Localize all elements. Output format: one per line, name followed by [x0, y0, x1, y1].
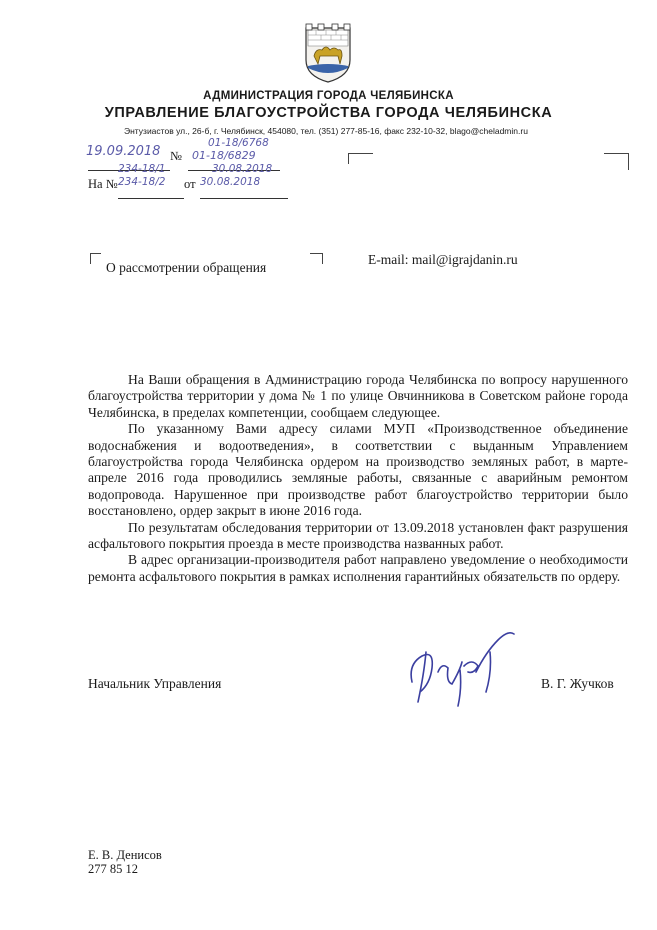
reference-number-label: На №	[88, 177, 118, 191]
reference-number-2: 234-18/2	[118, 176, 166, 188]
signatory-position: Начальник Управления	[88, 676, 222, 691]
executor-name: Е. В. Денисов	[88, 848, 162, 862]
outgoing-number-1: 01-18/6768	[208, 137, 269, 149]
paragraph-1: На Ваши обращения в Администрацию города Челябинска по вопросу нарушенного благоустройства территории у дома № 1 по улице Овчинникова в Советском районе города Челябинска, в пределах компетенции, сообщаем следующее.	[88, 372, 628, 420]
outgoing-date: 19.09.2018	[86, 144, 161, 159]
paragraph-2: По указанному Вами адресу силами МУП «Производственное объединение водоснабжения и водоотведения», в соответствии с выданным Управлением благоустройства города Челябинска ордером на производство земляных работ, в марте-апреле 2016 года проводились земляные работы, связанные с аварийным ремонтом водопровода. Нарушенное при производстве работ благоустройство территории было восстановлено, ордер закрыт в июне 2016 года.	[88, 421, 628, 519]
executor-block	[88, 848, 162, 876]
paragraph-4: В адрес организации-производителя работ направлено уведомление о необходимости ремонта асфальтового покрытия в рамках исполнения гарантийных обязательств по ордеру.	[88, 552, 628, 584]
contact-address: Энтузиастов ул., 26-б, г. Челябинск, 454080, тел. (351) 277-85-16, факс 232-10-32, blago@cheladmin.ru	[124, 126, 528, 136]
reference-date-1: 30.08.2018	[212, 163, 273, 175]
addressee-corner-right	[604, 153, 629, 170]
reference-number-1: 234-18/1	[118, 163, 166, 175]
letter-body	[88, 372, 628, 585]
signatory-name: В. Г. Жучков	[541, 676, 614, 691]
addressee-corner-left	[348, 153, 373, 164]
subject-corner-left	[90, 253, 101, 264]
letter-subject: О рассмотрении обращения	[106, 260, 267, 275]
handwritten-signature	[402, 622, 532, 713]
reference-date-2: 30.08.2018	[200, 176, 261, 188]
administration-name: АДМИНИСТРАЦИЯ ГОРОДА ЧЕЛЯБИНСКА	[203, 90, 454, 102]
recipient-email: E-mail: mail@igrajdanin.ru	[368, 252, 518, 267]
reference-date-label: от	[184, 177, 196, 191]
subject-corner-right	[310, 253, 323, 264]
paragraph-3: По результатам обследования территории от 13.09.2018 установлен факт разрушения асфальтового покрытия проезда в месте производства названных работ.	[88, 519, 628, 552]
city-coat-of-arms	[302, 22, 354, 84]
outgoing-number-2: 01-18/6829	[192, 149, 256, 162]
number-label: №	[170, 149, 182, 163]
executor-phone: 277 85 12	[88, 862, 138, 876]
department-name: УПРАВЛЕНИЕ БЛАГОУСТРОЙСТВА ГОРОДА ЧЕЛЯБИНСКА	[104, 105, 553, 121]
